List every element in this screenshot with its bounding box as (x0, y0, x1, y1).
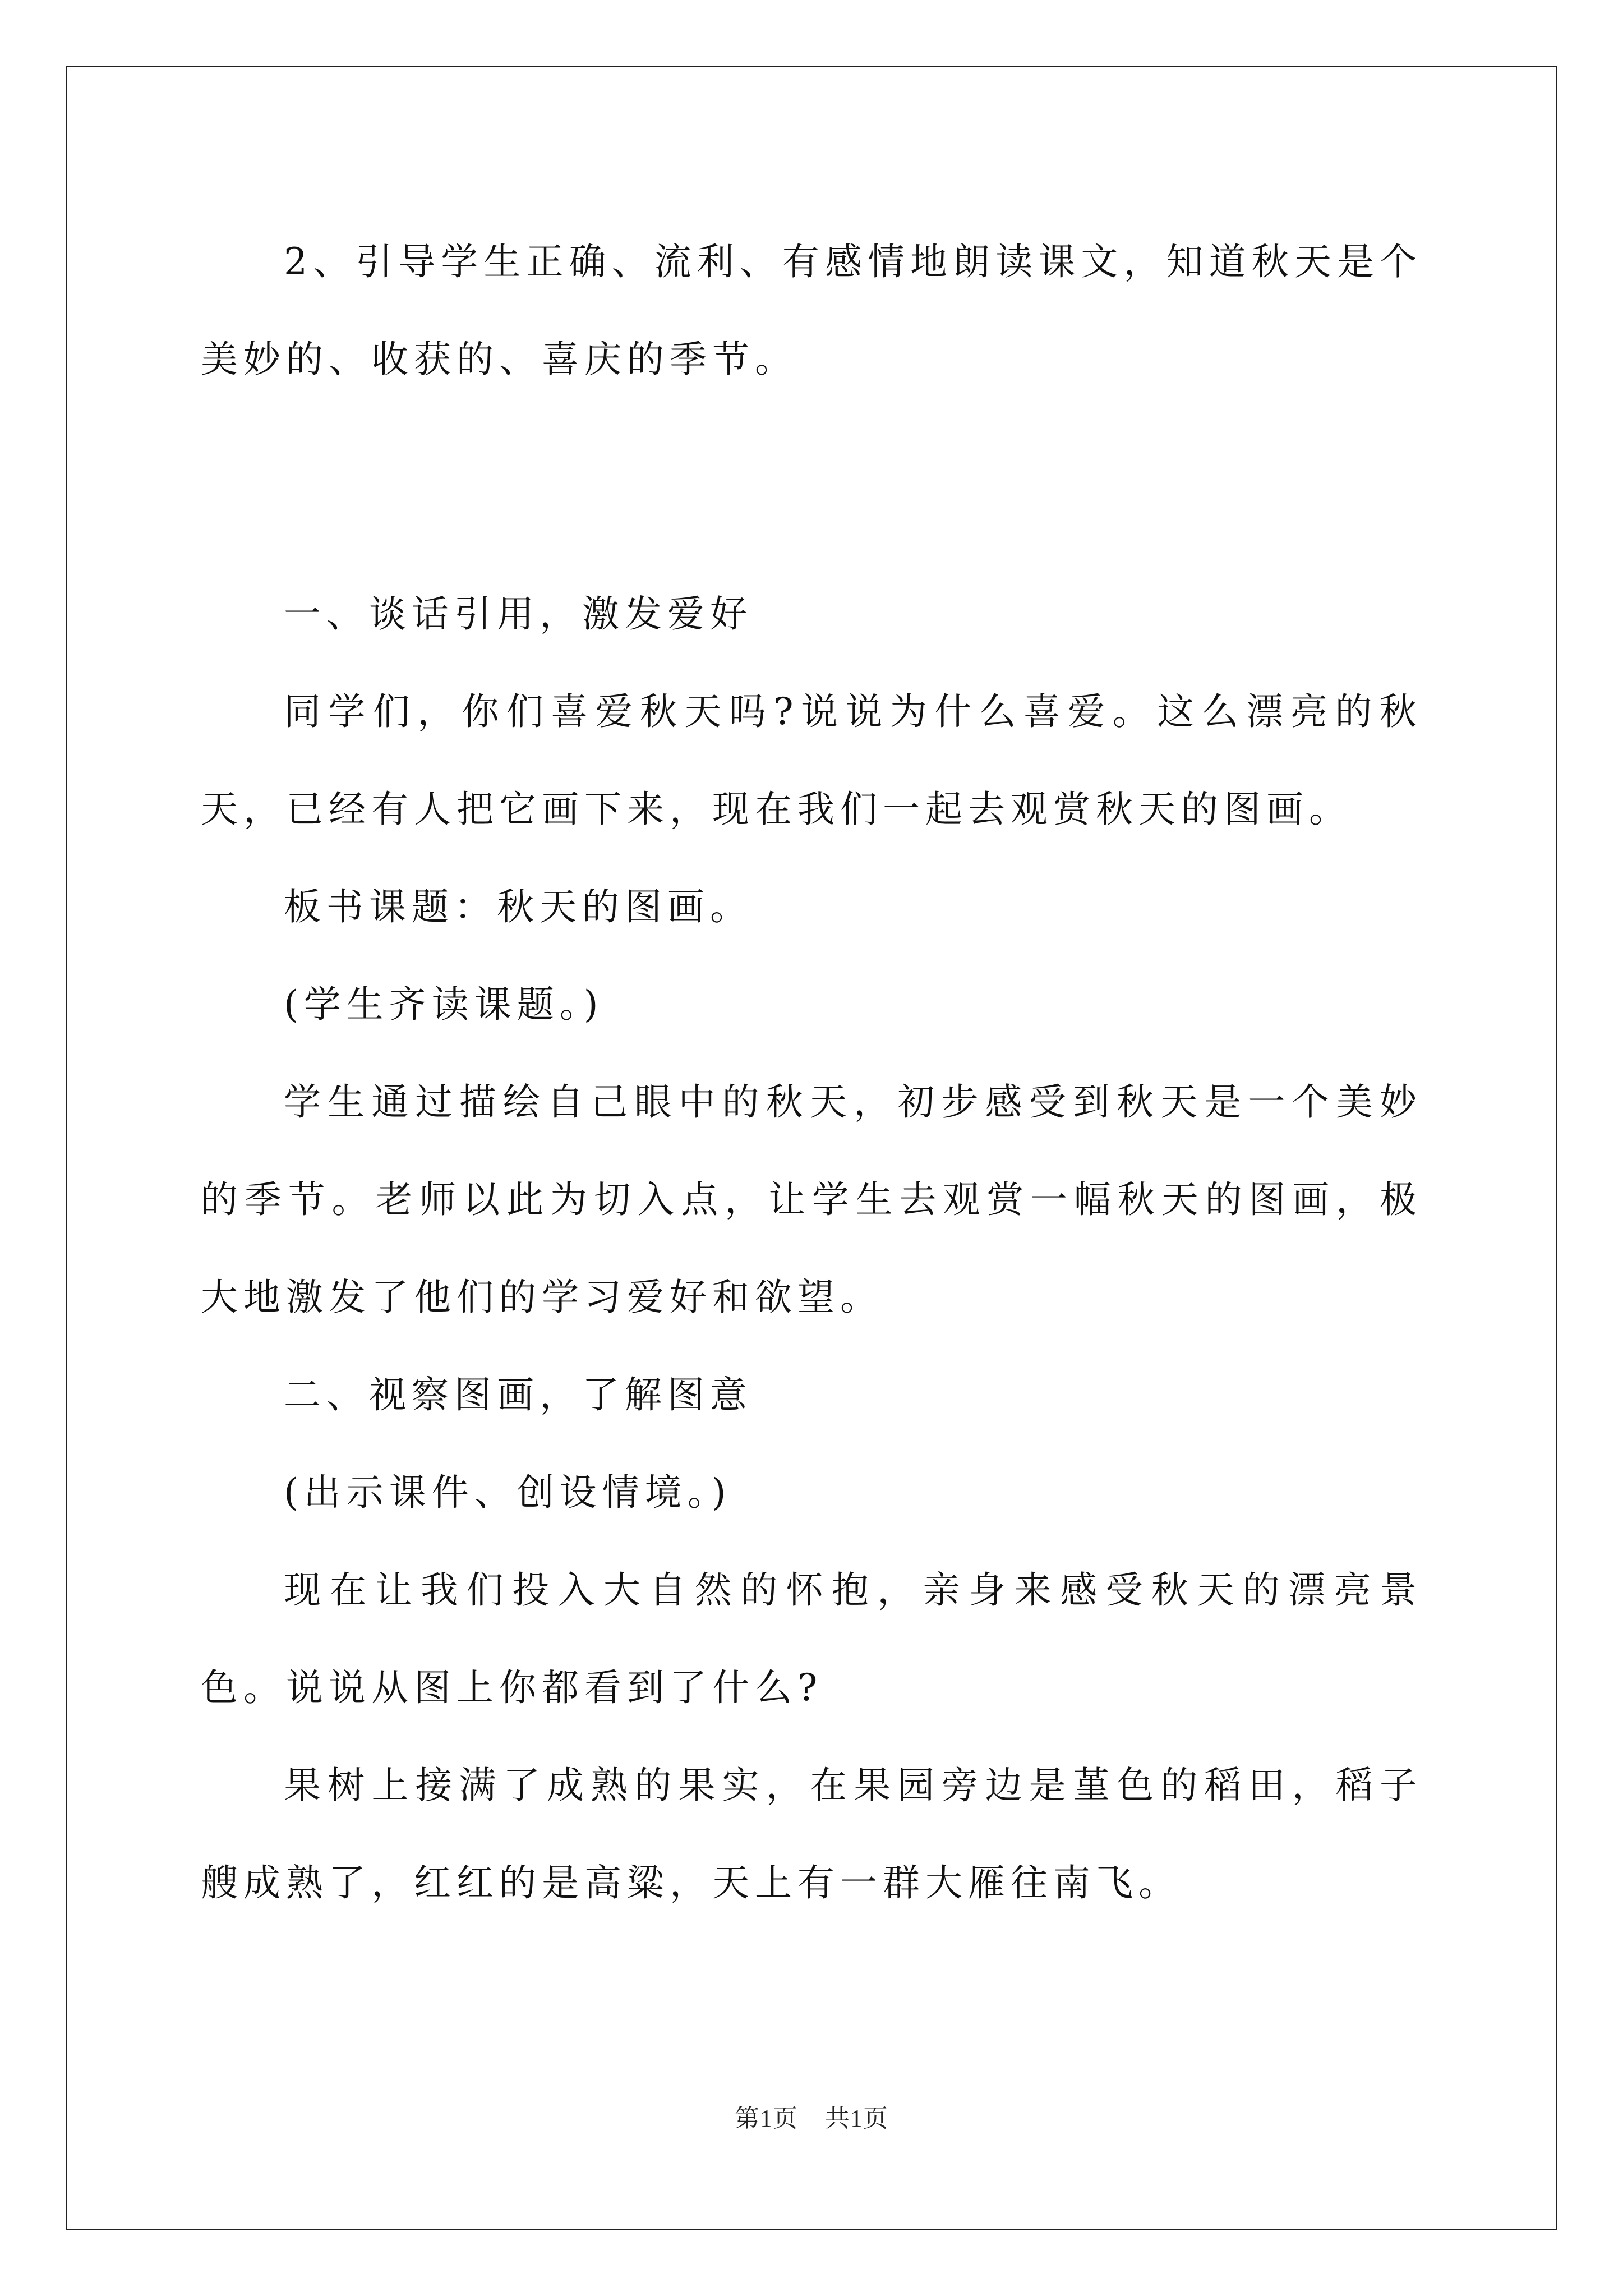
page-footer (0, 2098, 1623, 2134)
paragraph-objective-2: 2、引导学生正确、流利、有感情地朗读课文，知道秋天是个美妙的、收获的、喜庆的季节。 (201, 240, 1422, 381)
paragraph-picture-description: 果树上接满了成熟的果实，在果园旁边是堇色的稻田，稻子艘成熟了，红红的是高粱，天上有一群大雁往南飞。 (201, 1764, 1422, 1904)
paragraph-comment: 学生通过描绘自己眼中的秋天，初步感受到秋天是一个美妙的季节。老师以此为切入点，让学生去观赏一幅秋天的图画，极大地激发了他们的学习爱好和欲望。 (201, 1080, 1422, 1319)
paragraph-show-courseware: (出示课件、创设情境。) (284, 1471, 732, 1514)
paragraph-observe-prompt: 现在让我们投入大自然的怀抱，亲身来感受秋天的漂亮景色。说说从图上你都看到了什么? (201, 1568, 1422, 1709)
heading-section-2: 二、视察图画，了解图意 (284, 1373, 753, 1416)
paragraph-board-title: 板书课题：秋天的图画。 (284, 885, 753, 928)
document-body (201, 213, 1422, 1932)
paragraph-read-title: (学生齐读课题。) (284, 983, 604, 1026)
section-spacer (201, 408, 1422, 565)
heading-section-1: 一、谈话引用，激发爱好 (284, 592, 753, 636)
paragraph-intro-question: 同学们，你们喜爱秋天吗?说说为什么喜爱。这么漂亮的秋天，已经有人把它画下来，现在我们一起去观赏秋天的图画。 (201, 690, 1422, 831)
page-number-current: 第1页 (735, 2105, 798, 2132)
page-number-total: 共1页 (825, 2105, 888, 2132)
